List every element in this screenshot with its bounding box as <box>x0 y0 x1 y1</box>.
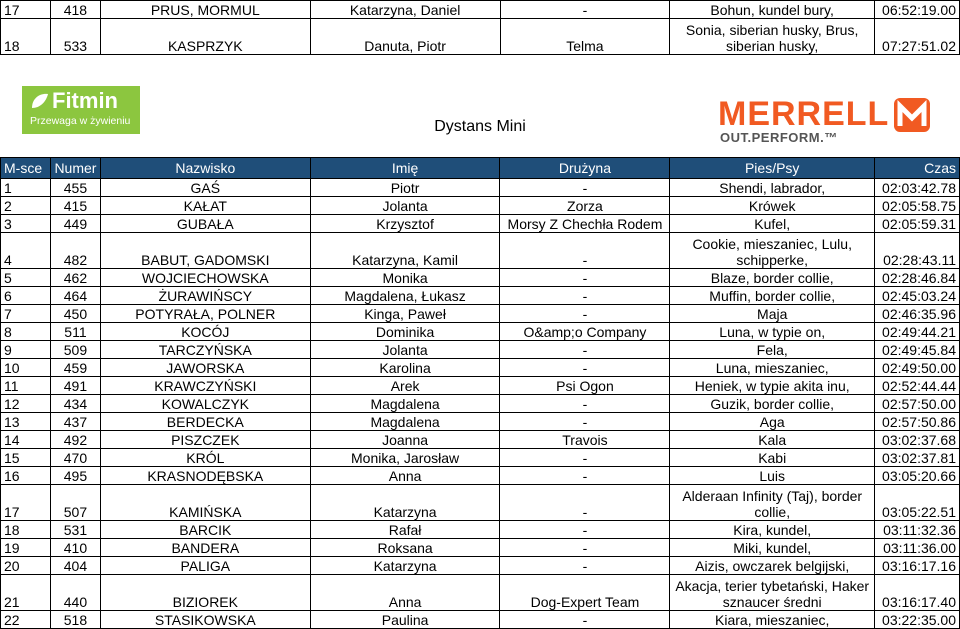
time-cell: 02:05:58.75 <box>874 197 959 215</box>
table-row <box>1 413 960 431</box>
time-cell: 02:45:03.24 <box>874 287 959 305</box>
place-cell: 8 <box>1 323 51 341</box>
place-cell: 17 <box>1 485 51 521</box>
first-name-cell: Piotr <box>310 179 500 197</box>
time-cell: 03:02:37.81 <box>874 449 959 467</box>
table-row <box>1 197 960 215</box>
surname-cell: KOWALCZYK <box>100 395 310 413</box>
team-cell: Morsy Z Chechła Rodem <box>500 215 670 233</box>
surname-cell: KAŁAT <box>100 197 310 215</box>
place-cell: 21 <box>1 575 51 611</box>
number-cell: 492 <box>50 431 100 449</box>
dogs-cell: Fela, <box>670 341 875 359</box>
team-cell: - <box>500 539 670 557</box>
team-cell: - <box>500 287 670 305</box>
place-cell: 15 <box>1 449 51 467</box>
surname-cell: POTYRAŁA, POLNER <box>100 305 310 323</box>
surname-cell: WOJCIECHOWSKA <box>100 269 310 287</box>
surname-cell: KRAWCZYŃSKI <box>100 377 310 395</box>
surname-cell: BIZIOREK <box>100 575 310 611</box>
place-cell: 2 <box>1 197 51 215</box>
table-row <box>1 377 960 395</box>
team-cell: - <box>500 485 670 521</box>
place-cell: 10 <box>1 359 51 377</box>
dogs-cell: Kiara, mieszaniec, <box>670 611 875 629</box>
table-header-row <box>1 158 960 179</box>
time-cell: 03:22:35.00 <box>874 611 959 629</box>
number-cell: 509 <box>50 341 100 359</box>
first-name-cell: Danuta, Piotr <box>310 19 500 55</box>
dogs-cell: Kufel, <box>670 215 875 233</box>
first-name-cell: Kinga, Paweł <box>310 305 500 323</box>
first-name-cell: Katarzyna, Kamil <box>310 233 500 269</box>
place-cell: 11 <box>1 377 51 395</box>
first-name-cell: Magdalena <box>310 395 500 413</box>
time-cell: 06:52:19.00 <box>874 1 959 19</box>
place-cell: 16 <box>1 467 51 485</box>
place-cell: 7 <box>1 305 51 323</box>
merrell-m-icon <box>894 98 930 132</box>
time-cell: 03:16:17.40 <box>874 575 959 611</box>
merrell-tagline: OUT.PERFORM.™ <box>720 130 838 145</box>
table-row <box>1 539 960 557</box>
surname-cell: JAWORSKA <box>100 359 310 377</box>
table-row <box>1 269 960 287</box>
surname-cell: STASIKOWSKA <box>100 611 310 629</box>
table-row <box>1 215 960 233</box>
table-row <box>1 233 960 269</box>
first-name-cell: Joanna <box>310 431 500 449</box>
header-place: M-sce <box>1 158 51 179</box>
first-name-cell: Anna <box>310 467 500 485</box>
number-cell: 495 <box>50 467 100 485</box>
team-cell: - <box>500 521 670 539</box>
team-cell: - <box>500 359 670 377</box>
place-cell: 18 <box>1 521 51 539</box>
table-row <box>1 179 960 197</box>
dogs-cell: Bohun, kundel bury, <box>670 1 875 19</box>
first-name-cell: Roksana <box>310 539 500 557</box>
time-cell: 02:46:35.96 <box>874 305 959 323</box>
surname-cell: KRÓL <box>100 449 310 467</box>
team-cell: - <box>500 233 670 269</box>
number-cell: 462 <box>50 269 100 287</box>
first-name-cell: Paulina <box>310 611 500 629</box>
number-cell: 482 <box>50 233 100 269</box>
time-cell: 03:05:20.66 <box>874 467 959 485</box>
fitmin-wordmark: Fitmin <box>52 88 118 113</box>
number-cell: 507 <box>50 485 100 521</box>
team-cell: - <box>500 395 670 413</box>
table-row <box>1 485 960 521</box>
team-cell: - <box>500 1 670 19</box>
surname-cell: KASPRZYK <box>100 19 310 55</box>
header-team: Drużyna <box>500 158 670 179</box>
team-cell: Zorza <box>500 197 670 215</box>
header-dogs: Pies/Psy <box>670 158 875 179</box>
team-cell: - <box>500 305 670 323</box>
time-cell: 03:11:32.36 <box>874 521 959 539</box>
place-cell: 4 <box>1 233 51 269</box>
table-row <box>1 467 960 485</box>
surname-cell: BERDECKA <box>100 413 310 431</box>
number-cell: 437 <box>50 413 100 431</box>
dogs-cell: Maja <box>670 305 875 323</box>
team-cell: - <box>500 557 670 575</box>
first-name-cell: Magdalena <box>310 413 500 431</box>
number-cell: 464 <box>50 287 100 305</box>
number-cell: 470 <box>50 449 100 467</box>
table-row <box>1 575 960 611</box>
first-name-cell: Anna <box>310 575 500 611</box>
number-cell: 455 <box>50 179 100 197</box>
place-cell: 3 <box>1 215 51 233</box>
dogs-cell: Luis <box>670 467 875 485</box>
time-cell: 02:05:59.31 <box>874 215 959 233</box>
previous-results-table <box>0 0 960 55</box>
place-cell: 13 <box>1 413 51 431</box>
surname-cell: PRUS, MORMUL <box>100 1 310 19</box>
team-cell: - <box>500 467 670 485</box>
number-cell: 491 <box>50 377 100 395</box>
team-cell: - <box>500 179 670 197</box>
place-cell: 1 <box>1 179 51 197</box>
merrell-wordmark: MERRELL <box>718 95 890 133</box>
number-cell: 418 <box>50 1 100 19</box>
number-cell: 404 <box>50 557 100 575</box>
place-cell: 18 <box>1 19 51 55</box>
time-cell: 03:16:17.16 <box>874 557 959 575</box>
number-cell: 459 <box>50 359 100 377</box>
time-cell: 03:05:22.51 <box>874 485 959 521</box>
header-number: Numer <box>50 158 100 179</box>
place-cell: 22 <box>1 611 51 629</box>
dogs-cell: Shendi, labrador, <box>670 179 875 197</box>
team-cell: Psi Ogon <box>500 377 670 395</box>
team-cell: Dog-Expert Team <box>500 575 670 611</box>
first-name-cell: Katarzyna, Daniel <box>310 1 500 19</box>
time-cell: 03:02:37.68 <box>874 431 959 449</box>
team-cell: Telma <box>500 19 670 55</box>
dogs-cell: Aizis, owczarek belgijski, <box>670 557 875 575</box>
number-cell: 410 <box>50 539 100 557</box>
dogs-cell: Kala <box>670 431 875 449</box>
number-cell: 450 <box>50 305 100 323</box>
fitmin-tagline: Przewaga w żywieniu <box>30 115 131 127</box>
number-cell: 434 <box>50 395 100 413</box>
table-row <box>1 287 960 305</box>
team-cell: - <box>500 611 670 629</box>
time-cell: 03:11:36.00 <box>874 539 959 557</box>
table-row <box>1 341 960 359</box>
surname-cell: BANDERA <box>100 539 310 557</box>
table-row <box>1 1 960 19</box>
first-name-cell: Katarzyna <box>310 557 500 575</box>
first-name-cell: Monika, Jarosław <box>310 449 500 467</box>
time-cell: 02:03:42.78 <box>874 179 959 197</box>
fitmin-leaf-icon <box>30 92 50 110</box>
surname-cell: KOCÓJ <box>100 323 310 341</box>
first-name-cell: Katarzyna <box>310 485 500 521</box>
team-cell: - <box>500 341 670 359</box>
place-cell: 5 <box>1 269 51 287</box>
place-cell: 20 <box>1 557 51 575</box>
dogs-cell: Kira, kundel, <box>670 521 875 539</box>
time-cell: 02:57:50.00 <box>874 395 959 413</box>
time-cell: 02:49:50.00 <box>874 359 959 377</box>
table-row <box>1 323 960 341</box>
number-cell: 449 <box>50 215 100 233</box>
header-surname: Nazwisko <box>100 158 310 179</box>
table-row <box>1 359 960 377</box>
table-row <box>1 521 960 539</box>
table-row <box>1 305 960 323</box>
first-name-cell: Krzysztof <box>310 215 500 233</box>
surname-cell: GUBAŁA <box>100 215 310 233</box>
surname-cell: BABUT, GADOMSKI <box>100 233 310 269</box>
dogs-cell: Luna, w typie on, <box>670 323 875 341</box>
team-cell: - <box>500 413 670 431</box>
number-cell: 531 <box>50 521 100 539</box>
time-cell: 02:28:43.11 <box>874 233 959 269</box>
dogs-cell: Heniek, w typie akita inu, <box>670 377 875 395</box>
surname-cell: PALIGA <box>100 557 310 575</box>
table-row <box>1 19 960 55</box>
team-cell: Travois <box>500 431 670 449</box>
place-cell: 19 <box>1 539 51 557</box>
dogs-cell: Sonia, siberian husky, Brus, siberian husky, <box>670 19 875 55</box>
surname-cell: BARCIK <box>100 521 310 539</box>
place-cell: 12 <box>1 395 51 413</box>
table-row <box>1 431 960 449</box>
first-name-cell: Karolina <box>310 359 500 377</box>
first-name-cell: Rafał <box>310 521 500 539</box>
number-cell: 511 <box>50 323 100 341</box>
time-cell: 02:28:46.84 <box>874 269 959 287</box>
place-cell: 9 <box>1 341 51 359</box>
team-cell: - <box>500 449 670 467</box>
dogs-cell: Cookie, mieszaniec, Lulu, schipperke, <box>670 233 875 269</box>
first-name-cell: Arek <box>310 377 500 395</box>
surname-cell: KAMIŃSKA <box>100 485 310 521</box>
header-first-name: Imię <box>310 158 500 179</box>
first-name-cell: Jolanta <box>310 197 500 215</box>
first-name-cell: Monika <box>310 269 500 287</box>
surname-cell: ŻURAWIŃSCY <box>100 287 310 305</box>
number-cell: 415 <box>50 197 100 215</box>
merrell-logo <box>718 96 938 148</box>
dogs-cell: Krówek <box>670 197 875 215</box>
surname-cell: GAŚ <box>100 179 310 197</box>
first-name-cell: Jolanta <box>310 341 500 359</box>
table-row <box>1 557 960 575</box>
time-cell: 02:52:44.44 <box>874 377 959 395</box>
dogs-cell: Muffin, border collie, <box>670 287 875 305</box>
dogs-cell: Miki, kundel, <box>670 539 875 557</box>
dogs-cell: Guzik, border collie, <box>670 395 875 413</box>
team-cell: - <box>500 269 670 287</box>
dogs-cell: Blaze, border collie, <box>670 269 875 287</box>
section-title: Dystans Mini <box>434 118 526 135</box>
dogs-cell: Kabi <box>670 449 875 467</box>
header-time: Czas <box>874 158 959 179</box>
surname-cell: KRASNODĘBSKA <box>100 467 310 485</box>
dogs-cell: Alderaan Infinity (Taj), border collie, <box>670 485 875 521</box>
place-cell: 14 <box>1 431 51 449</box>
surname-cell: TARCZYŃSKA <box>100 341 310 359</box>
number-cell: 518 <box>50 611 100 629</box>
results-table <box>0 157 960 629</box>
place-cell: 6 <box>1 287 51 305</box>
time-cell: 02:49:45.84 <box>874 341 959 359</box>
first-name-cell: Dominika <box>310 323 500 341</box>
dogs-cell: Akacja, terier tybetański, Haker sznaucer średni <box>670 575 875 611</box>
team-cell: O&amp;o Company <box>500 323 670 341</box>
dogs-cell: Aga <box>670 413 875 431</box>
table-row <box>1 449 960 467</box>
place-cell: 17 <box>1 1 51 19</box>
first-name-cell: Magdalena, Łukasz <box>310 287 500 305</box>
number-cell: 440 <box>50 575 100 611</box>
surname-cell: PISZCZEK <box>100 431 310 449</box>
number-cell: 533 <box>50 19 100 55</box>
time-cell: 02:49:44.21 <box>874 323 959 341</box>
table-row <box>1 395 960 413</box>
time-cell: 02:57:50.86 <box>874 413 959 431</box>
time-cell: 07:27:51.02 <box>874 19 959 55</box>
dogs-cell: Luna, mieszaniec, <box>670 359 875 377</box>
